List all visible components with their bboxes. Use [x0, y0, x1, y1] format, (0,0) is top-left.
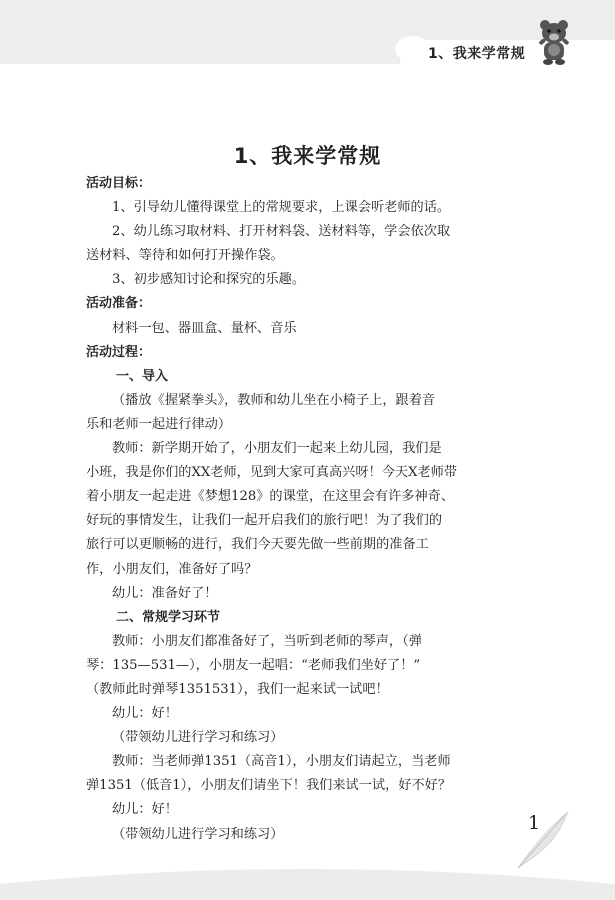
body-line: 教师：当老师弹1351（高音1），小朋友们请起立，当老师 [112, 754, 451, 770]
page-title: 1、我来学常规 [233, 144, 382, 168]
body-line: （带领幼儿进行学习和练习） [112, 730, 284, 746]
body-line: 琴：135—531—），小朋友一起唱：“老师我们坐好了！” [86, 657, 421, 673]
body-line: 作，小朋友们，准备好了吗？ [86, 561, 258, 577]
body-line: 弹1351（低音1），小朋友们请坐下！我们来试一试，好不好？ [86, 778, 452, 794]
section-heading: 活动目标： [86, 176, 152, 191]
body-line: 幼儿：好！ [112, 706, 178, 722]
body-line: 旅行可以更顺畅的进行，我们今天要先做一些前期的准备工 [86, 537, 429, 553]
subsection-heading: 一、导入 [116, 368, 169, 384]
body-line: 2、幼儿练习取材料、打开材料袋、送材料等，学会依次取 [112, 224, 451, 240]
body-line: 好玩的事情发生，让我们一起开启我们的旅行吧！为了我们的 [86, 513, 443, 529]
body-line: 3、初步感知讨论和探究的乐趣。 [112, 272, 306, 288]
body-line: 教师：小朋友们都准备好了，当听到老师的琴声，（弹 [112, 633, 422, 649]
body-line: （教师此时弹琴1351531），我们一起来试一试吧！ [86, 681, 389, 697]
subsection-heading: 二、常规学习环节 [116, 609, 221, 625]
body-line: 小班，我是你们的XX老师，见到大家可真高兴呀！今天X老师带 [86, 465, 458, 481]
body-line: 材料一包、器皿盒、量杯、音乐 [112, 320, 297, 336]
body-line: 送材料、等待和如何打开操作袋。 [86, 248, 284, 264]
body-line: 幼儿：好！ [112, 802, 178, 818]
body-line: （带领幼儿进行学习和练习） [112, 826, 284, 842]
body-line: 乐和老师一起进行律动） [86, 416, 232, 432]
body-line: 幼儿：准备好了！ [112, 585, 218, 601]
body-line: 着小朋友一起走进《梦想128》的课堂，在这里会有许多神奇、 [86, 489, 455, 505]
lesson-body [86, 172, 541, 847]
section-heading: 活动过程： [86, 344, 152, 360]
footer-wave-decoration [0, 862, 615, 900]
body-line: 1、引导幼儿懂得课堂上的常规要求，上课会听老师的话。 [112, 200, 451, 216]
body-line: （播放《握紧拳头》，教师和幼儿坐在小椅子上，跟着音 [112, 392, 436, 408]
body-line: 教师：新学期开始了，小朋友们一起来上幼儿园，我们是 [112, 441, 442, 457]
section-heading: 活动准备： [86, 296, 152, 312]
page-number: 1 [528, 812, 541, 834]
bear-mascot-icon [536, 16, 572, 66]
running-header-title: 1、我来学常规 [428, 46, 526, 62]
